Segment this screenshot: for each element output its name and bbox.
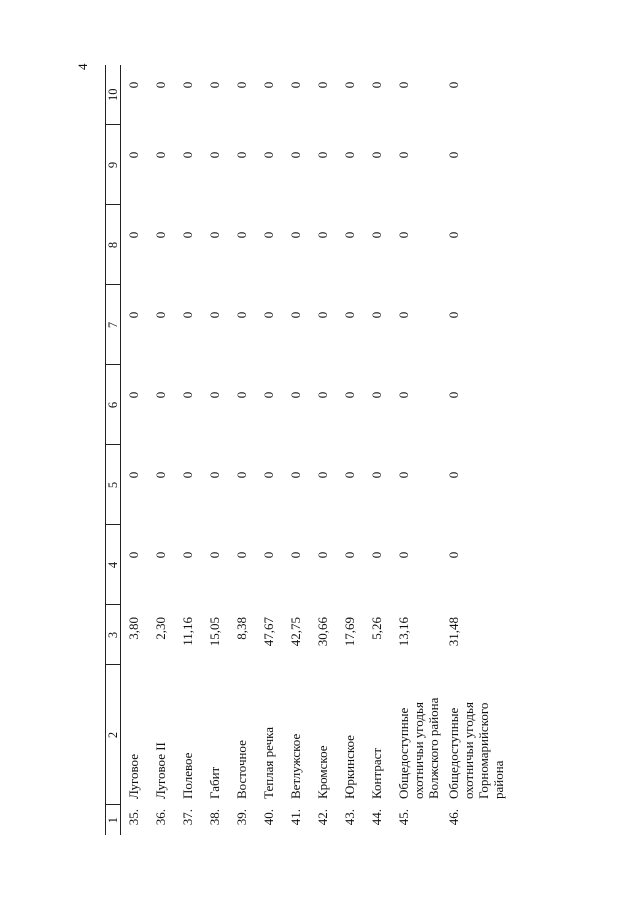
table-row — [175, 65, 202, 835]
row-cell: 0 — [206, 311, 222, 319]
row-cell: 0 — [368, 551, 384, 559]
row-cell: 0 — [206, 231, 222, 239]
row-cell: 0 — [179, 551, 195, 559]
row-cell: 0 — [368, 311, 384, 319]
row-cell: 0 — [233, 551, 249, 559]
row-name: Луговое — [126, 754, 141, 799]
row-cell: 0 — [206, 551, 222, 559]
table-row — [256, 65, 283, 835]
column-header-3: 3 — [106, 605, 121, 665]
row-cell: 0 — [206, 151, 222, 159]
row-cell: 0 — [368, 151, 384, 159]
row-value: 31,48 — [445, 617, 461, 647]
row-cell: 0 — [152, 311, 168, 319]
page-number: 4 — [75, 63, 90, 70]
table-row — [337, 65, 364, 835]
row-number: 43. — [341, 809, 357, 826]
row-cell: 0 — [314, 151, 330, 159]
row-name: Ветлужское — [287, 733, 303, 799]
row-value: 2,30 — [152, 617, 168, 640]
row-cell: 0 — [445, 471, 461, 479]
row-cell: 0 — [179, 391, 195, 399]
row-cell: 0 — [314, 231, 330, 239]
row-cell: 0 — [287, 311, 303, 319]
column-header-6: 6 — [106, 365, 121, 445]
row-cell: 0 — [260, 471, 276, 479]
row-cell: 0 — [341, 81, 357, 89]
row-cell: 0 — [368, 471, 384, 479]
row-cell: 0 — [314, 551, 330, 559]
table-row — [121, 65, 148, 835]
row-cell: 0 — [287, 471, 303, 479]
row-cell: 0 — [395, 231, 411, 239]
row-name: Юркинское — [341, 735, 357, 799]
row-cell: 0 — [152, 151, 168, 159]
table-body — [121, 65, 506, 835]
row-value: 30,66 — [314, 617, 330, 647]
row-cell: 0 — [206, 391, 222, 399]
row-cell: 0 — [260, 231, 276, 239]
row-number: 38. — [206, 809, 222, 826]
table-row — [283, 65, 310, 835]
row-cell: 0 — [233, 151, 249, 159]
row-cell: 0 — [445, 551, 461, 559]
row-cell: 0 — [314, 311, 330, 319]
column-header-10: 10 — [106, 65, 121, 125]
row-cell: 0 — [341, 551, 357, 559]
row-cell: 0 — [152, 391, 168, 399]
row-cell: 0 — [395, 311, 411, 319]
row-cell: 0 — [368, 231, 384, 239]
row-value: 47,67 — [260, 617, 276, 647]
row-value: 17,69 — [341, 617, 357, 647]
row-number: 37. — [179, 809, 195, 826]
row-name: Габит — [206, 766, 222, 799]
row-cell: 0 — [260, 151, 276, 159]
row-cell: 0 — [287, 81, 303, 89]
row-cell: 0 — [152, 471, 168, 479]
table-row — [148, 65, 175, 835]
row-cell: 0 — [341, 151, 357, 159]
row-name: Луговое II — [152, 742, 168, 799]
row-cell: 0 — [233, 311, 249, 319]
row-cell: 0 — [126, 151, 141, 159]
row-number: 39. — [233, 809, 249, 826]
row-cell: 0 — [206, 471, 222, 479]
rotated-table-wrapper — [105, 65, 545, 835]
row-cell: 0 — [126, 551, 141, 559]
row-cell: 0 — [445, 391, 461, 399]
row-cell: 0 — [233, 391, 249, 399]
row-cell: 0 — [314, 391, 330, 399]
row-number: 41. — [287, 809, 303, 826]
row-number: 45. — [395, 809, 411, 826]
row-value: 11,16 — [179, 617, 195, 646]
column-header-7: 7 — [106, 285, 121, 365]
row-cell: 0 — [126, 391, 141, 399]
column-header-8: 8 — [106, 205, 121, 285]
row-cell: 0 — [341, 231, 357, 239]
row-cell: 0 — [368, 391, 384, 399]
row-cell: 0 — [341, 391, 357, 399]
row-cell: 0 — [179, 151, 195, 159]
row-cell: 0 — [445, 151, 461, 159]
column-header-9: 9 — [106, 125, 121, 205]
row-cell: 0 — [287, 151, 303, 159]
row-cell: 0 — [179, 311, 195, 319]
row-cell: 0 — [445, 311, 461, 319]
row-number: 40. — [260, 809, 276, 826]
row-cell: 0 — [152, 551, 168, 559]
row-cell: 0 — [152, 81, 168, 89]
row-name: Полевое — [179, 752, 195, 799]
row-number: 44. — [368, 809, 384, 826]
row-cell: 0 — [126, 231, 141, 239]
row-value: 13,16 — [395, 617, 411, 647]
header-row — [106, 65, 121, 835]
table-row — [441, 65, 506, 835]
row-name: Восточное — [233, 740, 249, 799]
row-cell: 0 — [395, 471, 411, 479]
row-value: 5,26 — [368, 617, 384, 640]
row-name: Общедоступные охотничьи угодья Горномарийского района — [445, 702, 506, 799]
row-cell: 0 — [368, 81, 384, 89]
row-cell: 0 — [233, 231, 249, 239]
row-cell: 0 — [445, 81, 461, 89]
row-cell: 0 — [260, 311, 276, 319]
row-cell: 0 — [126, 471, 141, 479]
row-cell: 0 — [233, 81, 249, 89]
row-cell: 0 — [179, 471, 195, 479]
column-header-4: 4 — [106, 525, 121, 605]
table-row — [364, 65, 391, 835]
row-number: 46. — [445, 809, 461, 826]
row-cell: 0 — [233, 471, 249, 479]
column-header-5: 5 — [106, 445, 121, 525]
row-cell: 0 — [206, 81, 222, 89]
row-name: Кромское — [314, 745, 330, 799]
row-cell: 0 — [341, 311, 357, 319]
row-cell: 0 — [395, 551, 411, 559]
row-cell: 0 — [152, 231, 168, 239]
row-name: Теплая речка — [260, 726, 276, 799]
row-value: 42,75 — [287, 617, 303, 647]
row-cell: 0 — [179, 81, 195, 89]
row-name: Контраст — [368, 747, 384, 799]
row-value: 8,38 — [233, 617, 249, 640]
row-value: 3,80 — [126, 617, 141, 640]
row-cell: 0 — [314, 471, 330, 479]
row-cell: 0 — [445, 231, 461, 239]
row-cell: 0 — [126, 311, 141, 319]
column-header-1: 1 — [106, 817, 120, 824]
row-value: 15,05 — [206, 617, 222, 647]
row-number: 36. — [152, 809, 168, 826]
row-number: 35. — [126, 809, 141, 826]
table-row — [229, 65, 256, 835]
row-name: Общедоступные охотничьи угодья Волжского района — [395, 697, 441, 799]
row-cell: 0 — [260, 391, 276, 399]
row-number: 42. — [314, 809, 330, 826]
row-cell: 0 — [314, 81, 330, 89]
column-header-2: 2 — [106, 665, 121, 805]
table-row — [310, 65, 337, 835]
row-cell: 0 — [260, 81, 276, 89]
row-cell: 0 — [395, 151, 411, 159]
data-table — [105, 65, 506, 835]
row-cell: 0 — [287, 231, 303, 239]
row-cell: 0 — [395, 81, 411, 89]
row-cell: 0 — [287, 391, 303, 399]
row-cell: 0 — [395, 391, 411, 399]
row-cell: 0 — [287, 551, 303, 559]
row-cell: 0 — [126, 81, 141, 89]
table-row — [391, 65, 441, 835]
row-cell: 0 — [179, 231, 195, 239]
row-cell: 0 — [341, 471, 357, 479]
row-cell: 0 — [260, 551, 276, 559]
table-row — [202, 65, 229, 835]
